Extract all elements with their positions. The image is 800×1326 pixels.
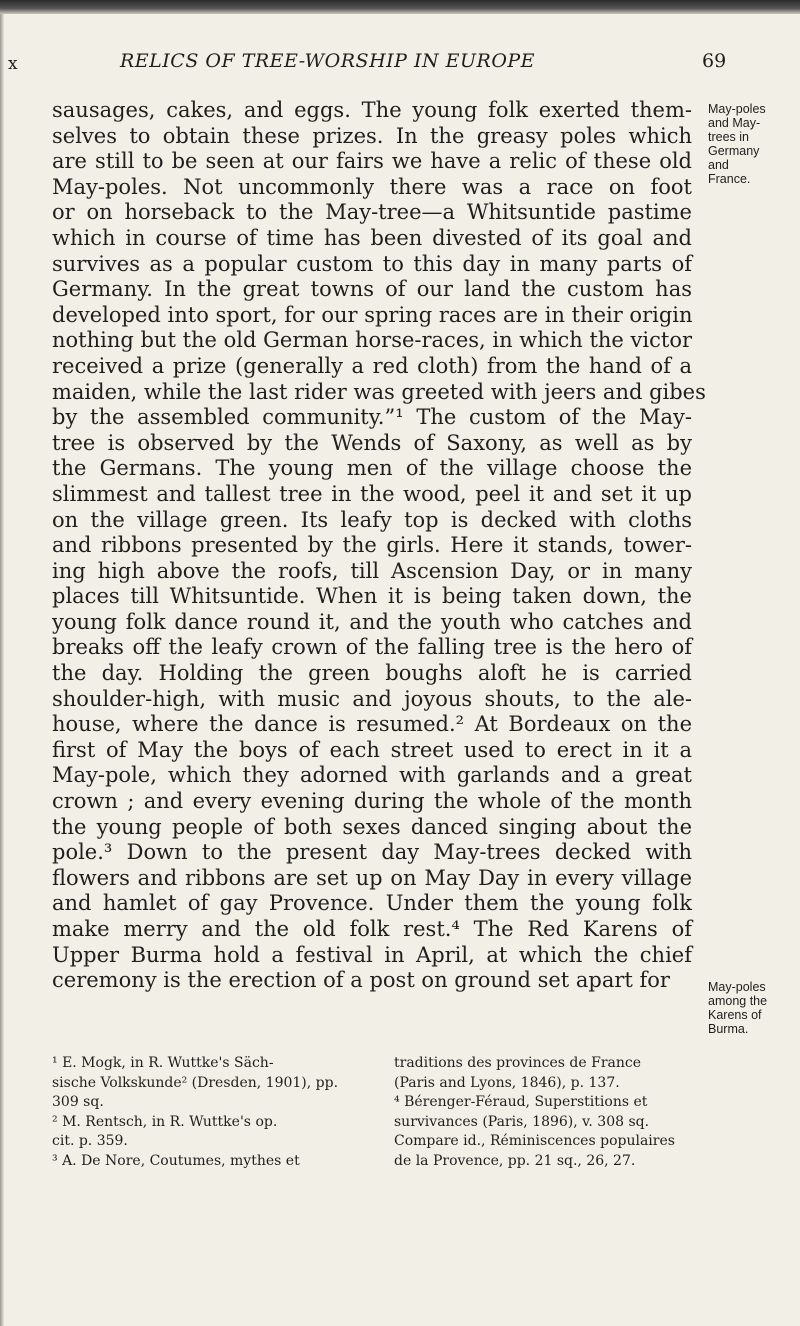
text-line: crown ; and every evening during the whole of the month	[52, 789, 692, 814]
footnote-line: sische Volkskunde² (Dresden, 1901), pp.	[52, 1074, 339, 1091]
running-header	[0, 48, 800, 78]
footnote-line: ⁴ Bérenger-Féraud, Superstitions et	[394, 1094, 648, 1110]
text-line: and ribbons presented by the girls. Here it stands, tower-	[52, 533, 692, 558]
scan-top-band	[0, 0, 800, 14]
text-line: breaks off the leafy crown of the falling tree is the hero of	[52, 635, 692, 660]
text-line: young folk dance round it, and the youth who catches and	[52, 609, 692, 634]
text-line: May-poles. Not uncommonly there was a race on foot	[52, 174, 692, 199]
margin-note-burma	[708, 980, 800, 1036]
text-line: the Germans. The young men of the village choose the	[52, 456, 692, 481]
text-line: or on horseback to the May-tree—a Whitsuntide pastime	[52, 200, 692, 225]
margin-note-line: Germany	[708, 144, 760, 158]
text-line: on the village green. Its leafy top is decked with cloths	[52, 507, 692, 532]
footnote-line: (Paris and Lyons, 1846), p. 137.	[394, 1074, 620, 1091]
text-line: slimmest and tallest tree in the wood, peel it and set it up	[52, 481, 692, 506]
header-left-mark: x	[8, 54, 18, 74]
footnote-line: Compare id., Réminiscences populaires	[394, 1133, 675, 1149]
text-line: make merry and the old folk rest.⁴ The Red Karens of	[52, 917, 692, 941]
text-line: tree is observed by the Wends of Saxony, as well as by	[52, 430, 692, 455]
footnote-line: de la Provence, pp. 21 sq., 26, 27.	[394, 1152, 636, 1169]
text-line: received a prize (generally a red cloth) from the hand of a	[52, 353, 692, 378]
text-line: ceremony is the erection of a post on ground set apart for	[52, 968, 670, 993]
text-line: and hamlet of gay Provence. Under them the young folk	[52, 891, 692, 916]
text-line: flowers and ribbons are set up on May Day in every village	[52, 865, 692, 890]
body-text	[52, 98, 706, 994]
margin-note-line: and May-	[708, 116, 761, 130]
text-line: are still to be seen at our fairs we have a relic of these old	[52, 149, 692, 174]
margin-note-line: Karens of	[708, 1008, 762, 1022]
text-line: first of May the boys of each street used to erect in it a	[52, 737, 692, 762]
text-line: Upper Burma hold a festival in April, at which the chief	[52, 942, 692, 967]
text-line: the young people of both sexes danced singing about the	[52, 814, 692, 839]
margin-note-line: trees in	[708, 130, 749, 144]
margin-note-line: May-poles	[708, 980, 766, 994]
footnote-line: survivances (Paris, 1896), v. 308 sq.	[394, 1113, 650, 1130]
text-line: Germany. In the great towns of our land the custom has	[52, 277, 692, 302]
text-line: places till Whitsuntide. When it is being taken down, the	[52, 584, 692, 609]
text-line: May-pole, which they adorned with garlands and a great	[52, 763, 692, 788]
footnote-line: traditions des provinces de France	[394, 1055, 642, 1071]
text-line: which in course of time has been divested of its goal and	[52, 225, 692, 250]
text-line: by the assembled community.”¹ The custom of the May-	[52, 405, 692, 430]
margin-note-line: France.	[708, 172, 751, 186]
footnote-line: ³ A. De Nore, Coutumes, mythes et	[52, 1152, 300, 1169]
margin-note-line: Burma.	[708, 1022, 749, 1036]
footnotes-left	[52, 1054, 388, 1171]
margin-note-line: among the	[708, 994, 768, 1008]
header-title: RELICS OF TREE-WORSHIP IN EUROPE	[120, 50, 536, 72]
text-line: the day. Holding the green boughs aloft he is carried	[52, 661, 692, 686]
margin-note-line: May-poles	[708, 102, 766, 116]
text-line: survives as a popular custom to this day in many parts of	[52, 251, 692, 276]
text-line: developed into sport, for our spring races are in their origin	[52, 302, 693, 327]
footnote-line: ² M. Rentsch, in R. Wuttke's op.	[52, 1113, 278, 1130]
page-number: 69	[702, 50, 727, 72]
footnote-line: cit. p. 359.	[52, 1133, 128, 1149]
scan-left-edge	[0, 14, 4, 1326]
footnotes-right	[394, 1054, 730, 1171]
text-line: ing high above the roofs, till Ascension Day, or in many	[52, 558, 692, 583]
text-line: house, where the dance is resumed.² At Bordeaux on the	[52, 712, 692, 737]
footnote-line: ¹ E. Mogk, in R. Wuttke's Säch-	[52, 1055, 274, 1071]
margin-note-germany-france	[708, 102, 800, 186]
text-line: nothing but the old German horse-races, in which the victor	[52, 328, 692, 353]
text-line: maiden, while the last rider was greeted with jeers and gibes	[52, 379, 706, 404]
footnote-line: 309 sq.	[52, 1094, 104, 1110]
text-line: pole.³ Down to the present day May-trees decked with	[52, 840, 692, 865]
text-line: sausages, cakes, and eggs. The young folk exerted them-	[52, 98, 692, 122]
text-line: selves to obtain these prizes. In the greasy poles which	[52, 123, 692, 148]
margin-note-line: and	[708, 158, 729, 172]
text-line: shoulder-high, with music and joyous shouts, to the ale-	[52, 686, 692, 711]
